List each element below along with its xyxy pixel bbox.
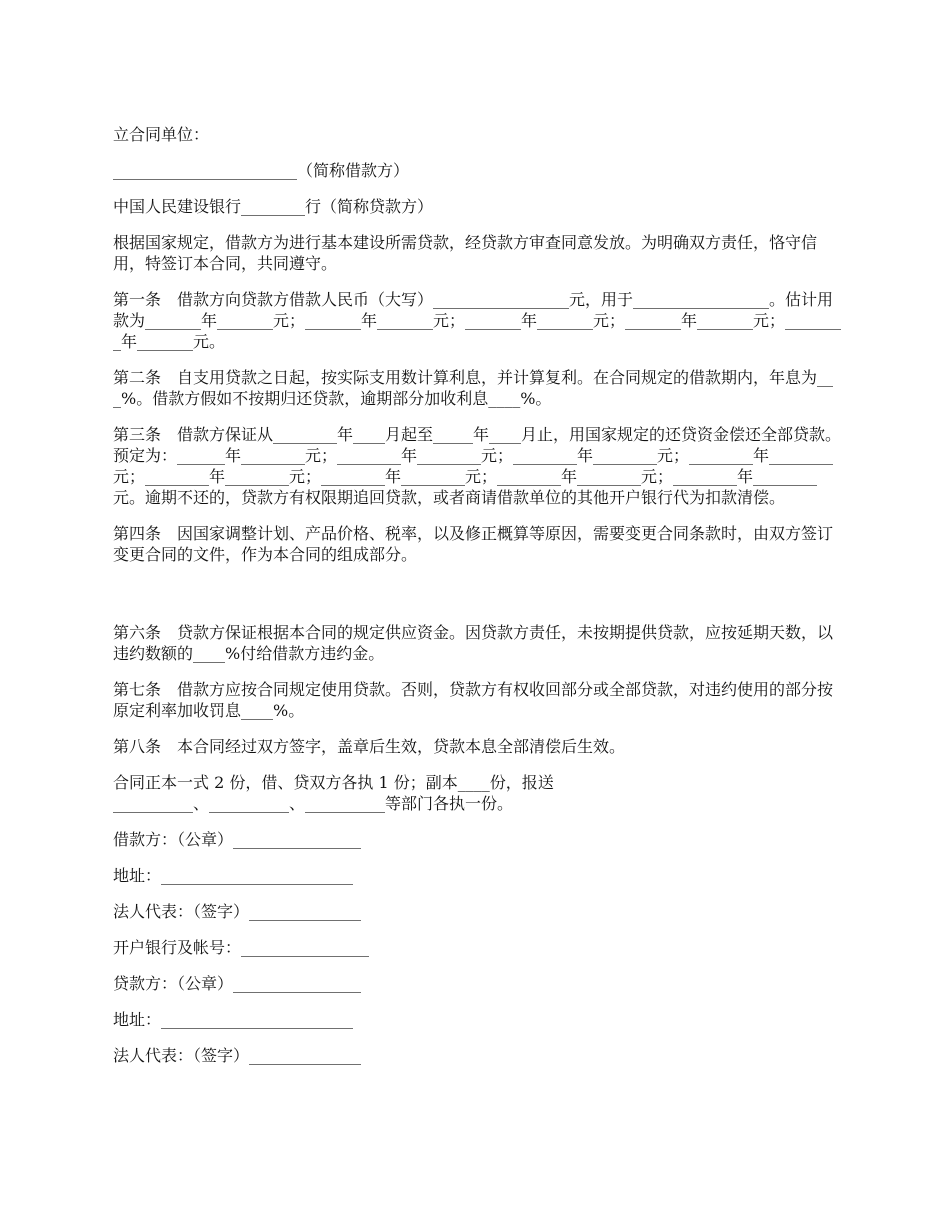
contract-opening: 立合同单位： [113, 125, 210, 144]
article-7: 第七条 借款方应按合同规定使用贷款。否则，贷款方有权收回部分或全部贷款，对违约使用的部分按原定利率加收罚息____%。 [113, 680, 834, 720]
preamble: 根据国家规定，借款方为进行基本建设所需贷款，经贷款方审查同意发放。为明确双方责任，恪守信用，特签订本合同，共同遵守。 [113, 233, 818, 273]
article-6: 第六条 贷款方保证根据本合同的规定供应资金。因贷款方责任，未按期提供贷款，应按延期天数，以违约数额的____%付给借款方违约金。 [113, 623, 834, 663]
signature-lender-address: 地址：________________________ [113, 1010, 354, 1029]
copies-clause: 合同正本一式 2 份，借、贷双方各执 1 份；副本____份，报送 __________、__________、__________等部门各执一份。 [113, 773, 554, 813]
signature-borrower-representative: 法人代表：（签字）______________ [113, 902, 362, 921]
signature-lender-representative: 法人代表：（签字）______________ [113, 1046, 362, 1065]
signature-borrower-seal: 借款方：（公章）________________ [113, 830, 362, 849]
article-2: 第二条 自支用贷款之日起，按实际支用数计算利息，并计算复利。在合同规定的借款期内，年息为___%。借款方假如不按期归还贷款，逾期部分加收利息____%。 [113, 368, 834, 408]
section-gap [113, 580, 843, 622]
article-8: 第八条 本合同经过双方签字，盖章后生效，贷款本息全部清偿后生效。 [113, 737, 626, 756]
signature-borrower-address: 地址：________________________ [113, 866, 354, 885]
borrower-party-line: _______________________（简称借款方） [113, 161, 410, 180]
signature-borrower-bank-account: 开户银行及帐号：________________ [113, 938, 370, 957]
article-1: 第一条 借款方向贷款方借款人民币（大写）_________________元，用于_________________。估计用款为_______年_______元；_______年_______元；_______年_______元；_______年_______元；________年_______元。 [113, 290, 842, 351]
contract-document [113, 124, 843, 1081]
article-4: 第四条 因国家调整计划、产品价格、税率，以及修正概算等原因，需要变更合同条款时，由双方签订变更合同的文件，作为本合同的组成部分。 [113, 524, 834, 564]
signature-lender-seal: 贷款方：（公章）________________ [113, 974, 362, 993]
article-3: 第三条 借款方保证从________年____月起至_____年____月止，用国家规定的还贷资金偿还全部贷款。预定为：______年________元；________年________元；________年________元；________年________元；________年________元；________年________元；________年________元；________年________元。逾期不还的，贷款方有权限期追回贷款，或者商请借款单位的其他开户银行代为扣款清偿。 [113, 425, 842, 507]
lender-party-line: 中国人民建设银行________行（简称贷款方） [113, 197, 434, 216]
